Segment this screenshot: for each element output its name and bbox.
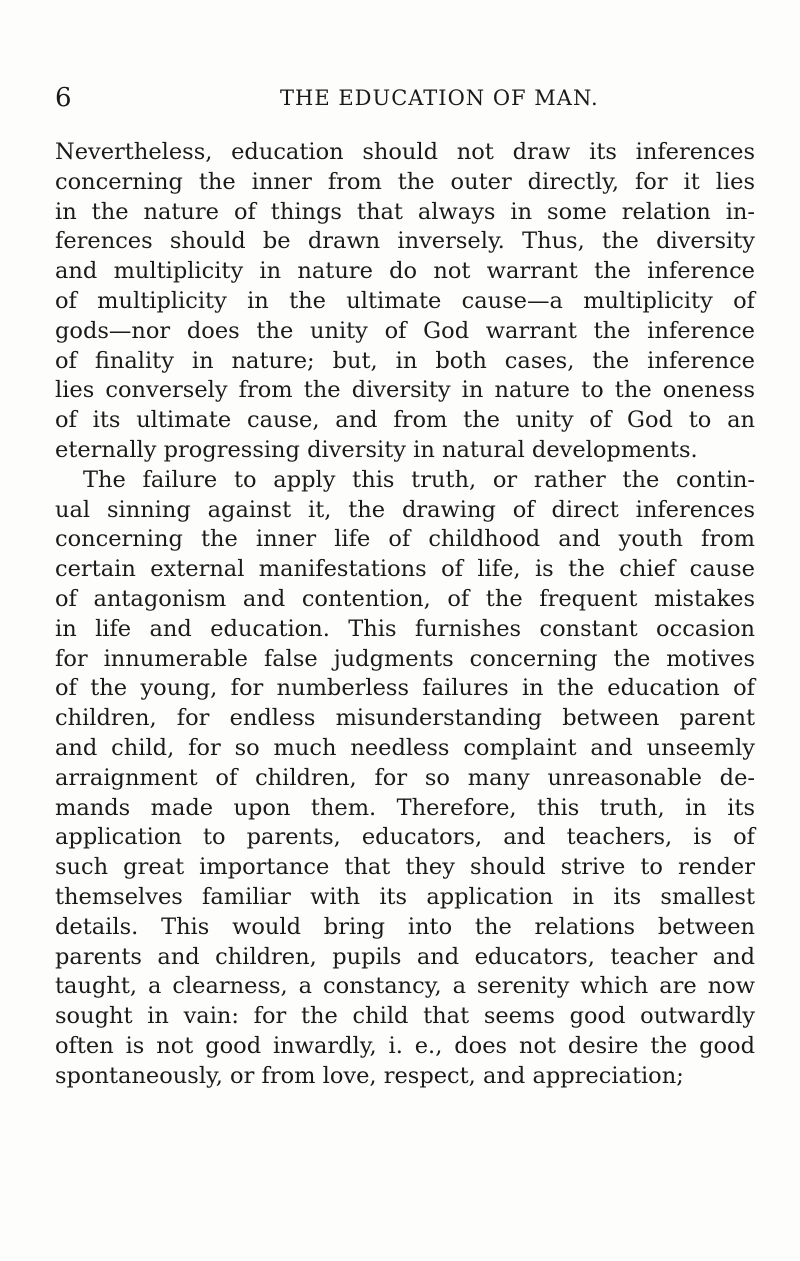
text-line: in life and education. This furnishes constant occasion [55,615,755,642]
page-header [55,78,755,118]
text-line: and child, for so much needless complaint and unseemly [55,734,755,761]
text-line: application to parents, educators, and teachers, is of [55,824,755,851]
text-line: in the nature of things that always in some relation in- [55,198,755,225]
text-line: sought in vain: for the child that seems good outwardly [55,1003,755,1030]
text-line: concerning the inner from the outer directly, for it lies [55,168,755,195]
page-number: 6 [55,83,72,113]
text-line: concerning the inner life of childhood and youth from [55,526,755,553]
text-line: arraignment of children, for so many unreasonable de- [55,764,755,791]
paragraph-1 [55,138,755,466]
text-line: of antagonism and contention, of the frequent mistakes [55,585,755,612]
text-line: of the young, for numberless failures in the education of [55,675,755,702]
text-line: ual sinning against it, the drawing of direct inferences [55,496,755,523]
running-title: THE EDUCATION OF MAN. [280,86,599,110]
text-line: lies conversely from the diversity in nature to the oneness [55,377,755,404]
text-line: eternally progressing diversity in natural developments. [55,436,698,463]
text-line: children, for endless misunderstanding between parent [55,705,755,732]
text-line: mands made upon them. Therefore, this truth, in its [55,794,755,821]
text-line: ferences should be drawn inversely. Thus, the diversity [55,228,755,255]
text-line: gods—nor does the unity of God warrant the inference [55,317,755,344]
text-line: such great importance that they should strive to render [55,854,755,881]
text-line: Nevertheless, education should not draw its inferences [55,139,755,165]
text-line: The failure to apply this truth, or rather the contin- [83,466,755,493]
text-line: of multiplicity in the ultimate cause—a multiplicity of [55,287,755,314]
text-line: of its ultimate cause, and from the unity of God to an [55,407,755,434]
paragraph-2 [55,466,755,1092]
text-line: often is not good inwardly, i. e., does not desire the good [55,1032,755,1059]
text-line: spontaneously, or from love, respect, and appreciation; [55,1062,684,1089]
text-line: of finality in nature; but, in both cases, the inference [55,347,755,374]
text-line: certain external manifestations of life, is the chief cause [55,556,755,583]
text-line: themselves familiar with its application in its smallest [55,883,755,910]
text-line: and multiplicity in nature do not warrant the inference [55,258,755,285]
text-line: details. This would bring into the relations between [55,913,755,940]
body-text [55,138,755,1092]
text-line: parents and children, pupils and educators, teacher and [55,943,755,970]
text-line: for innumerable false judgments concerning the motives [55,645,755,672]
text-line: taught, a clearness, a constancy, a serenity which are now [55,973,755,1000]
